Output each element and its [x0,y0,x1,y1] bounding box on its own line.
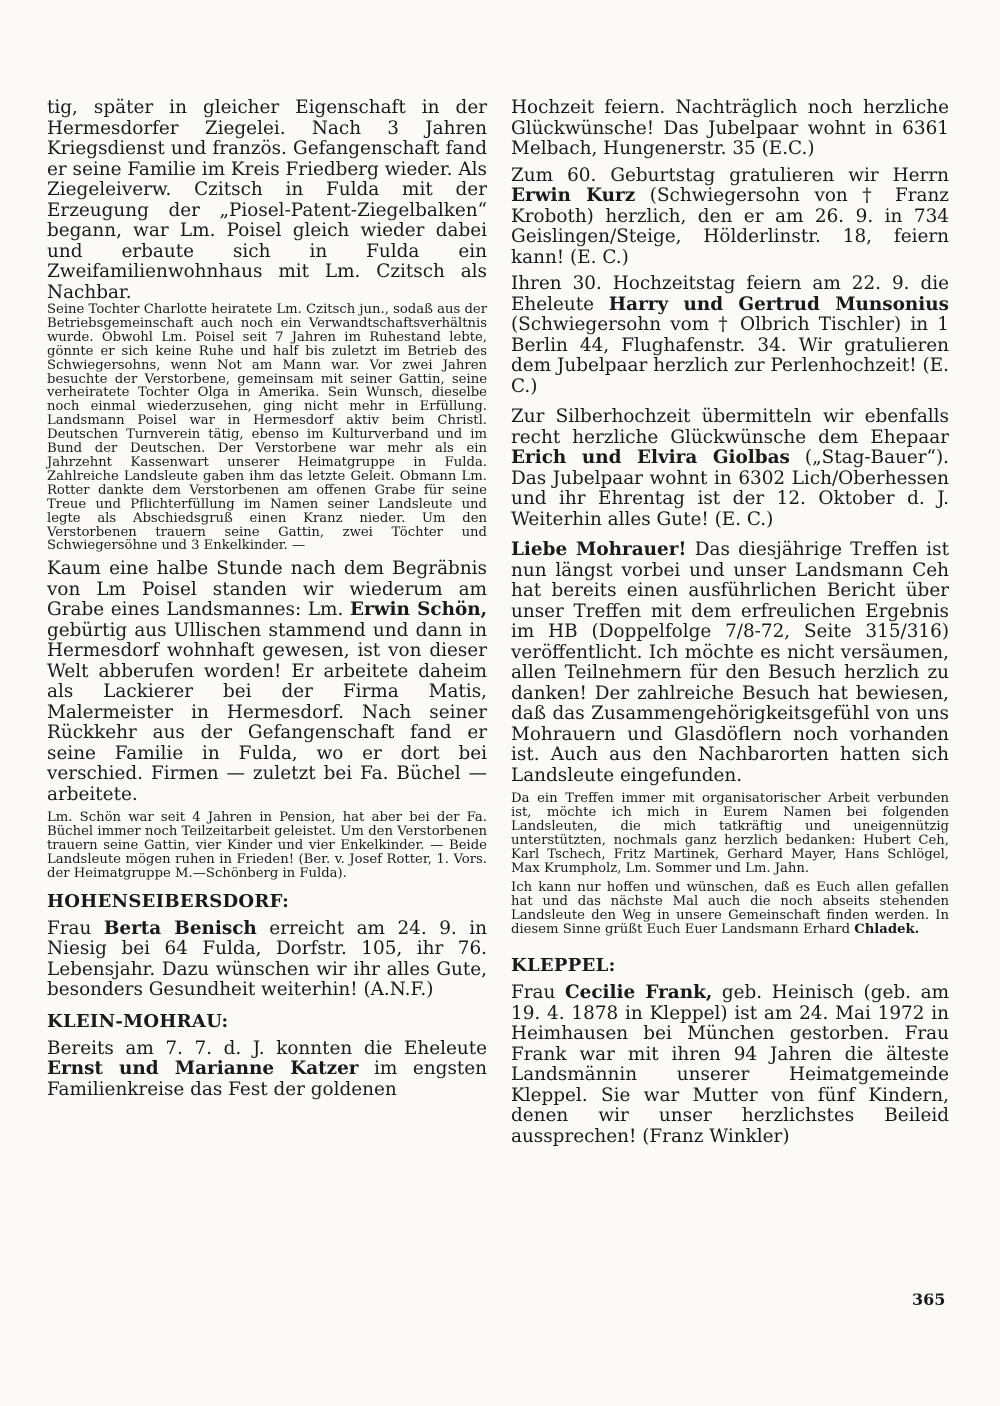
paragraph-giolbas [511,407,949,530]
text-run: Das diesjährige Treffen ist nun längst vorbei und unser Landsmann Ceh hat bereits einen ausführlichen Bericht über unser Treffen mit dem erfreulichen Ergebnis im HB (Doppelfolge 7/8-72, Seite 315/316) veröffentlicht. Ich möchte es nicht versäumen, allen Teilnehmern für den Besuch herzlich zu danken! Der zahlreiche Besuch hat bewiesen, daß das Zusammengehörigkeitsgefühl von uns Mohrauern und Glasdöflern noch vorhanden ist. Auch aus den Nachbarorten hatten sich Landsleute eingefunden. [511,539,949,786]
paragraph-greeting [511,881,949,937]
paragraph-thanks: Da ein Treffen immer mit organisatorischer Arbeit verbunden ist, möchte ich mich in Eurem Namen bei folgenden Landsleuten, die mich tatkräftig und uneigennützig unterstützten, nochmals ganz herzlich bedanken: Hubert Ceh, Karl Tschech, Fritz Martinek, Gerhard Mayer, Hans Schlögel, Max Krumpholz, Lm. Sommer und Lm. Jahn. [511,791,949,876]
text-run: Ihren 30. Hochzeitstag feiern am 22. 9. die Eheleute [511,273,949,315]
paragraph-poisel-career: tig, später in gleicher Eigenschaft in der Hermesdorfer Ziegelei. Nach 3 Jahren Kriegsdienst und französ. Gefangenschaft fand er seine Familie im Kreis Friedberg wieder. Als Ziegeleiverw. Czitsch in Fulda mit der Erzeugung der „Piosel-Patent-Ziegelbalken“ begann, war Lm. Poisel gleich wieder dabei und erbaute sich in Fulda ein Zweifamilienwohnhaus mit Lm. Czitsch als Nachbar. [47,97,487,303]
text-run: gebürtig aus Ullischen stammend und dann in Hermesdorf wohnhaft gewesen, ist von dieser Welt abberufen worden! Er arbeitete daheim als Lackierer bei der Firma Matis, Malermeister in Hermesdorf. Nach seiner Rückkehr aus der Gefangenschaft fand er seine Familie in Fulda, wo er dort bei verschied. Firmen — zuletzt bei Fa. Büchel — arbeitete. [47,619,487,805]
paragraph-schoen-pension: Lm. Schön war seit 4 Jahren in Pension, hat aber bei der Fa. Büchel immer noch Teilzeitarbeit geleistet. Um den Verstorbenen trauern seine Gattin, vier Kinder und vier Enkelkinder. — Beide Landsleute mögen ruhen in Frieden! (Ber. v. Josef Rotter, 1. Vors. der Heimatgruppe M.—Schönberg in Fulda). [47,810,487,881]
paragraph-erwin-kurz [511,166,949,269]
person-name: Erwin Kurz [511,185,636,206]
paragraph-liebe-mohrauer [511,540,949,786]
text-run: Bereits am 7. 7. d. J. konnten die Eheleute [47,1037,487,1059]
text-run: erreicht am 24. 9. in Niesig bei 64 Fulda, Dorfstr. 105, ihr 76. Lebensjahr. Dazu wünschen wir ihr alles Gute, besonders Gesundheit weiterhin! (A.N.F.) [47,917,488,1001]
paragraph-munsonius [511,274,949,397]
text-run: („Stag-Bauer“). Das Jubelpaar wohnt in 6302 Lich/Oberhessen und ihr Ehrentag ist der 12. Oktober d. J. Weiterhin alles Gute! (E. C.) [511,447,949,530]
page-number: 365 [912,1290,946,1309]
right-column [511,98,949,1147]
person-name: Erwin Schön, [349,599,487,621]
text-run: Frau [47,917,104,939]
text-run: (Schwiegersohn vom † Olbrich Tischler) in 1 Berlin 44, Flughafenstr. 34. Wir gratulieren dem Jubelpaar herzlich zur Perlenhochzeit! (E. C.) [511,314,949,397]
paragraph-poisel-family: Seine Tochter Charlotte heiratete Lm. Czitsch jun., sodaß aus der Betriebsgemeinschaft auch noch ein Verwandtschaftsverhältnis wurde. Obwohl Lm. Poisel seit 7 Jahren im Ruhestand lebte, gönnte er sich keine Ruhe und half bis zuletzt im Betrieb des Schwiegersohns, wenn Not am Mann war. Vor zwei Jahren besuchte der Verstorbene, gemeinsam mit seiner Gattin, seine verheiratete Tochter Olga in Amerika. Sein Wunsch, dieselbe noch einmal wiederzusehen, ging nicht mehr in Erfüllung. Landsmann Poisel war in Hermesdorf aktiv beim Christl. Deutschen Turnverein tätig, ebenso im Kulturverband und im Bund der Deutschen. Der Verstorbene war mehr als ein Jahrzehnt Kassenwart unserer Heimatgruppe in Fulda. Zahlreiche Landsleute gaben ihm das letzte Geleit. Obmann Lm. Rotter dankte dem Verstorbenen am offenen Grabe für seine Treue und Pflichterfüllung im Namen seiner Landsleute und legte als Abschiedsgruß einen Kranz nieder. Um den Verstorbenen trauern seine Gattin, zwei Töchter und Schwiegersöhne und 3 Enkelkinder. — [47,302,487,554]
salutation: Liebe Mohrauer! [511,539,687,560]
section-heading-klein-mohrau: KLEIN-MOHRAU: [47,1010,229,1032]
text-run: Zum 60. Geburtstag gratulieren wir Herrn [511,164,949,186]
left-column [47,98,487,1100]
person-name: Cecilie Frank, [565,982,713,1004]
paragraph-katzer [47,1039,487,1101]
section-heading-kleppel: KLEPPEL: [511,955,616,977]
paragraph-berta-benisch [47,919,487,1001]
person-name: Berta Benisch [103,917,257,939]
text-run: (Schwiegersohn von † Franz Kroboth) herzlich, den er am 26. 9. in 734 Geislingen/Steige, Hölderlinstr. 18, feiern kann! (E. C.) [511,185,949,268]
text-run: geb. Heinisch (geb. am 19. 4. 1878 in Kleppel) ist am 24. Mai 1972 in Heimhausen bei München gestorben. Frau Frank war mit ihren 94 Jahren die älteste Landsmännin unserer Heimatgemeinde Kleppel. Sie war Mutter von fünf Kindern, denen wir unser herzlichstes Beileid aussprechen! (Franz Winkler) [511,982,950,1147]
person-name: Ernst und Marianne Katzer [47,1058,359,1080]
text-run: im engsten Familienkreise das Fest der goldenen [47,1058,487,1100]
section-heading-hohenseibersdorf: HOHENSEIBERSDORF: [47,890,290,912]
text-run: Ich kann nur hoffen und wünschen, daß es Euch allen gefallen hat und das nächste Mal auch die noch abseits stehenden Landsleute den Weg in unsere Gemeinschaft finden werden. In diesem Sinne grüßt Euch Euer Landsmann Erhard [511,880,949,938]
paragraph-golden-wedding: Hochzeit feiern. Nachträglich noch herzliche Glückwünsche! Das Jubelpaar wohnt in 6361 Melbach, Hungenerstr. 35 (E.C.) [511,97,949,159]
text-run: Zur Silberhochzeit übermitteln wir ebenfalls recht herzliche Glückwünsche dem Ehepaar [511,406,949,448]
person-name: Erich und Elvira Giolbas [511,447,790,468]
text-run: Kaum eine halbe Stunde nach dem Begräbnis von Lm Poisel standen wir wiederum am Grabe eines Landsmannes: Lm. [47,558,487,621]
paragraph-erwin-schoen [47,559,487,805]
person-name: Harry und Gertrud Munsonius [608,293,949,315]
paragraph-cecilie-frank [511,983,949,1147]
person-name: Chladek. [854,922,920,938]
text-run: Frau [511,982,565,1004]
